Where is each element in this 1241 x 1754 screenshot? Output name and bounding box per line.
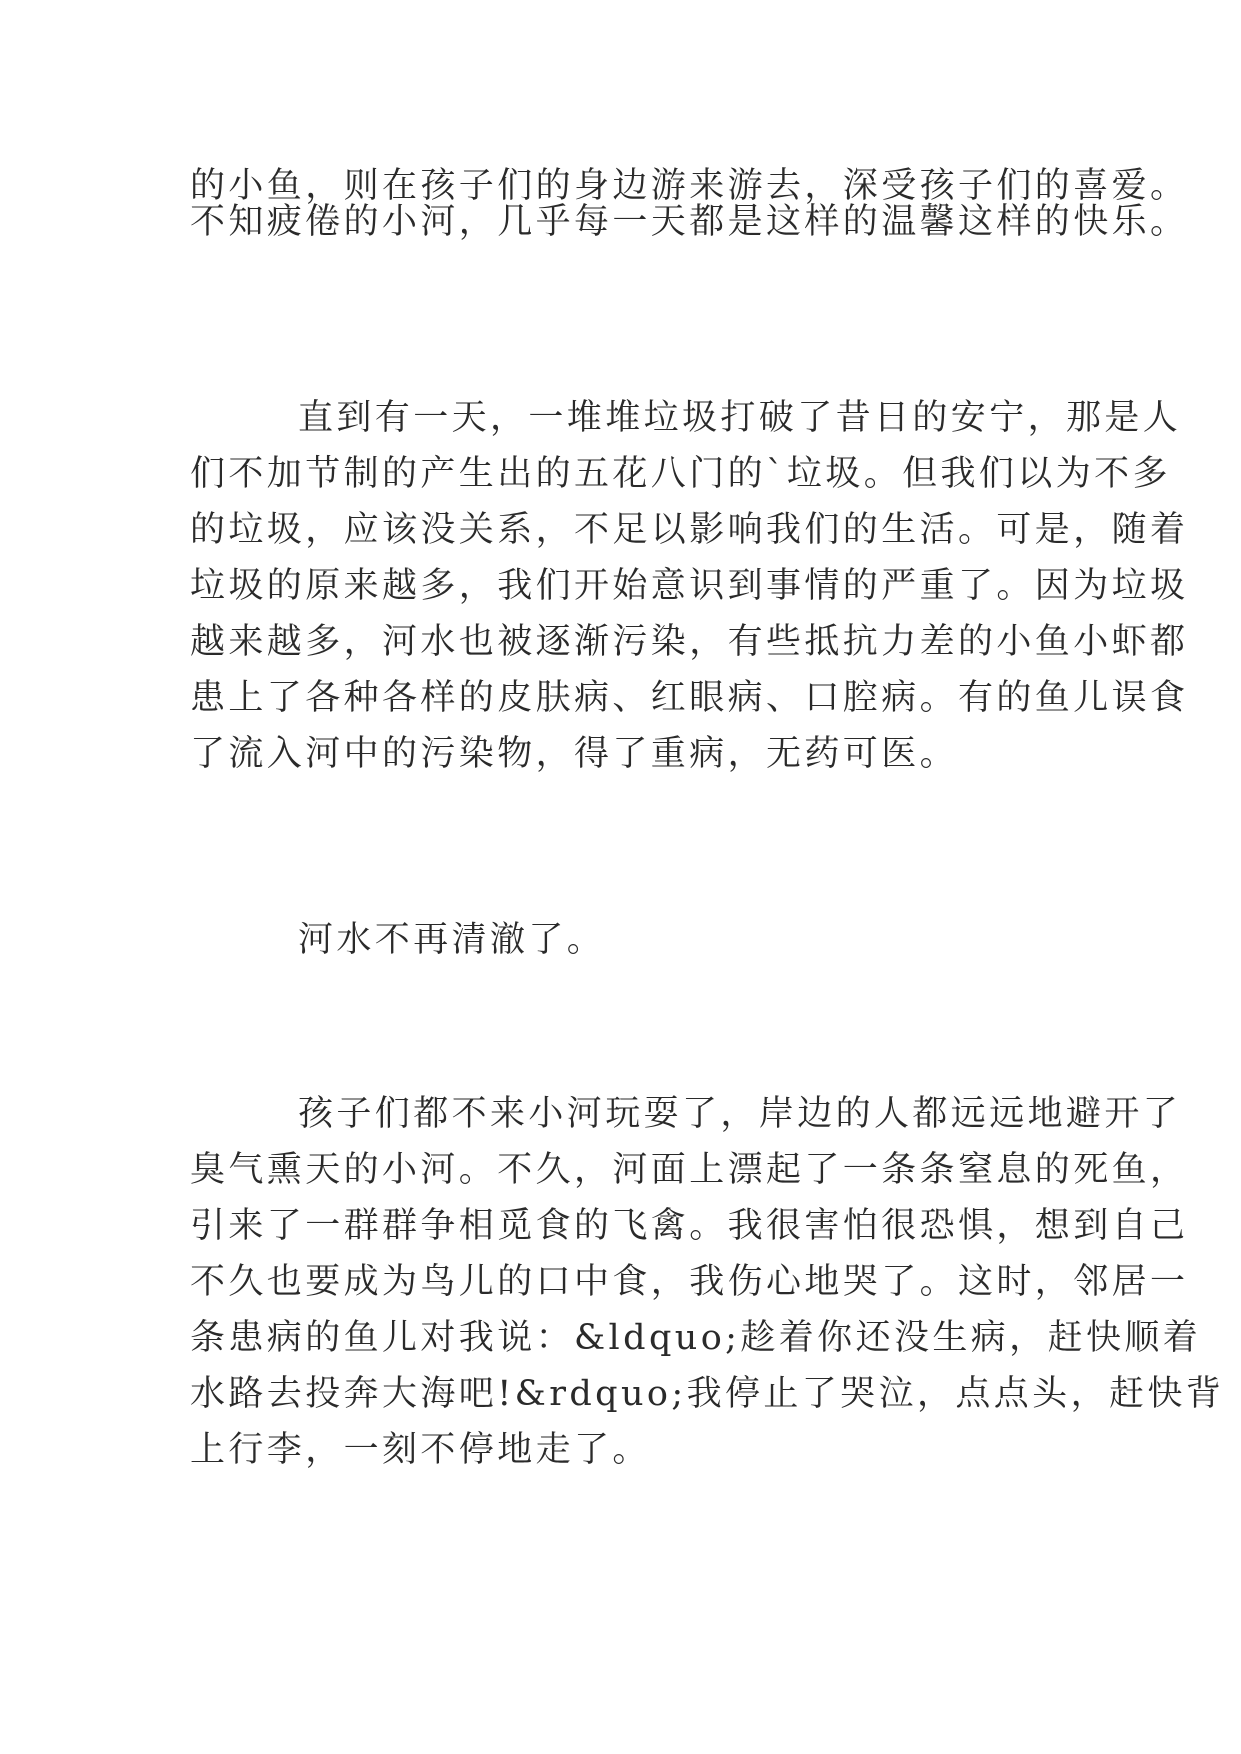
text-line: 的小鱼，则在孩子们的身边游来游去，深受孩子们的喜爱。 — [190, 166, 1189, 206]
text-line: 不知疲倦的小河，几乎每一天都是这样的温馨这样的快乐。 — [190, 202, 1189, 242]
text-line: 不久也要成为鸟儿的口中食，我伤心地哭了。这时，邻居一 — [190, 1262, 1189, 1302]
text-line: 越来越多，河水也被逐渐污染，有些抵抗力差的小鱼小虾都 — [190, 622, 1189, 662]
text-line: 上行李，一刻不停地走了。 — [190, 1430, 651, 1470]
text-line: 了流入河中的污染物，得了重病，无药可医。 — [190, 734, 959, 774]
text-line: 们不加节制的产生出的五花八门的`垃圾。但我们以为不多 — [190, 454, 1171, 494]
text-line: 臭气熏天的小河。不久，河面上漂起了一条条窒息的死鱼， — [190, 1150, 1189, 1190]
text-line: 引来了一群群争相觅食的飞禽。我很害怕很恐惧，想到自己 — [190, 1206, 1189, 1246]
text-line: 条患病的鱼儿对我说：&ldquo;趁着你还没生病，赶快顺着 — [190, 1318, 1202, 1358]
text-line: 直到有一天，一堆堆垃圾打破了昔日的安宁，那是人 — [298, 398, 1182, 438]
text-line: 水路去投奔大海吧!&rdquo;我停止了哭泣，点点头，赶快背 — [190, 1374, 1225, 1414]
text-line: 河水不再清澈了。 — [298, 920, 606, 960]
text-line: 孩子们都不来小河玩耍了，岸边的人都远远地避开了 — [298, 1094, 1182, 1134]
text-line: 垃圾的原来越多，我们开始意识到事情的严重了。因为垃圾 — [190, 566, 1189, 606]
text-line: 的垃圾，应该没关系，不足以影响我们的生活。可是，随着 — [190, 510, 1189, 550]
text-line: 患上了各种各样的皮肤病、红眼病、口腔病。有的鱼儿误食 — [190, 678, 1189, 718]
